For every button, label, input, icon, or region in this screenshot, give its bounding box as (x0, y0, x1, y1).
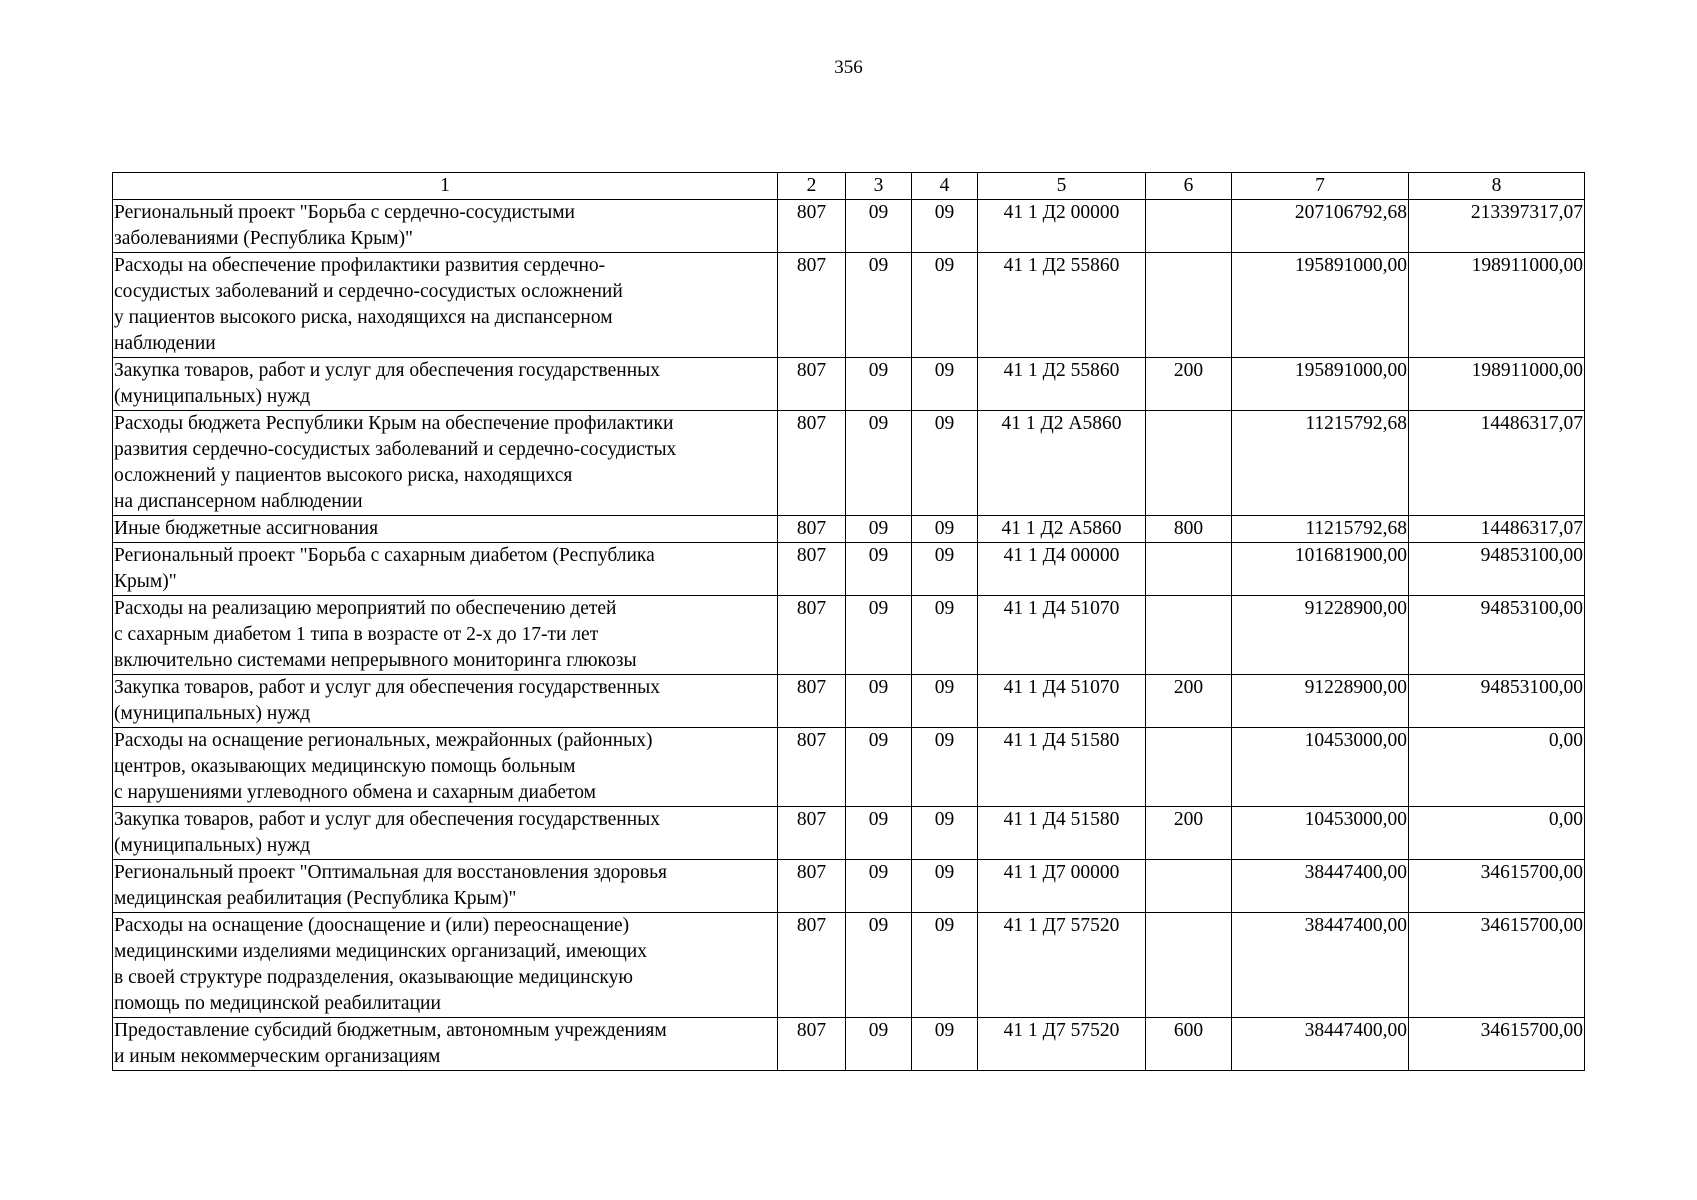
amount-year2-cell: 0,00 (1409, 728, 1585, 807)
ministry-code-cell: 807 (778, 807, 846, 860)
table-row (113, 516, 1585, 543)
item-name-cell: Расходы на оснащение региональных, межрайонных (районных) центров, оказывающих медицинскую помощь больным с нарушениями углеводного обмена и сахарным диабетом (113, 728, 778, 807)
subsection-code-cell: 09 (912, 913, 978, 1018)
expense-type-cell (1146, 728, 1232, 807)
amount-year2-cell: 14486317,07 (1409, 411, 1585, 516)
ministry-code-cell: 807 (778, 411, 846, 516)
ministry-code-cell: 807 (778, 516, 846, 543)
amount-year2-cell: 94853100,00 (1409, 596, 1585, 675)
amount-year1-cell: 101681900,00 (1232, 543, 1409, 596)
amount-year1-cell: 91228900,00 (1232, 596, 1409, 675)
subsection-code-cell: 09 (912, 543, 978, 596)
table-row (113, 728, 1585, 807)
subsection-code-cell: 09 (912, 516, 978, 543)
amount-year1-cell: 207106792,68 (1232, 200, 1409, 253)
page-number: 356 (834, 57, 863, 78)
target-article-cell: 41 1 Д7 57520 (978, 913, 1146, 1018)
section-code-cell: 09 (846, 1018, 912, 1071)
ministry-code-cell: 807 (778, 1018, 846, 1071)
section-code-cell: 09 (846, 807, 912, 860)
table-row (113, 675, 1585, 728)
column-header: 2 (778, 173, 846, 200)
subsection-code-cell: 09 (912, 675, 978, 728)
item-name-cell: Закупка товаров, работ и услуг для обеспечения государственных (муниципальных) нужд (113, 807, 778, 860)
item-name-cell: Региональный проект "Борьба с сахарным диабетом (Республика Крым)" (113, 543, 778, 596)
section-code-cell: 09 (846, 860, 912, 913)
amount-year2-cell: 213397317,07 (1409, 200, 1585, 253)
section-code-cell: 09 (846, 411, 912, 516)
column-header: 6 (1146, 173, 1232, 200)
target-article-cell: 41 1 Д7 57520 (978, 1018, 1146, 1071)
target-article-cell: 41 1 Д4 51070 (978, 596, 1146, 675)
subsection-code-cell: 09 (912, 860, 978, 913)
ministry-code-cell: 807 (778, 913, 846, 1018)
subsection-code-cell: 09 (912, 358, 978, 411)
item-name-cell: Закупка товаров, работ и услуг для обеспечения государственных (муниципальных) нужд (113, 358, 778, 411)
amount-year1-cell: 195891000,00 (1232, 358, 1409, 411)
item-name-cell: Региональный проект "Оптимальная для восстановления здоровья медицинская реабилитация (Республика Крым)" (113, 860, 778, 913)
table-row (113, 543, 1585, 596)
target-article-cell: 41 1 Д4 51580 (978, 728, 1146, 807)
ministry-code-cell: 807 (778, 543, 846, 596)
target-article-cell: 41 1 Д2 А5860 (978, 516, 1146, 543)
header-row (113, 173, 1585, 200)
ministry-code-cell: 807 (778, 200, 846, 253)
target-article-cell: 41 1 Д2 А5860 (978, 411, 1146, 516)
amount-year1-cell: 195891000,00 (1232, 253, 1409, 358)
budget-table (112, 172, 1585, 1071)
column-header: 5 (978, 173, 1146, 200)
table-row (113, 596, 1585, 675)
item-name-cell: Иные бюджетные ассигнования (113, 516, 778, 543)
expense-type-cell (1146, 860, 1232, 913)
item-name-cell: Региональный проект "Борьба с сердечно-сосудистыми заболеваниями (Республика Крым)" (113, 200, 778, 253)
expense-type-cell: 200 (1146, 358, 1232, 411)
section-code-cell: 09 (846, 200, 912, 253)
amount-year2-cell: 198911000,00 (1409, 358, 1585, 411)
expense-type-cell (1146, 913, 1232, 1018)
item-name-cell: Предоставление субсидий бюджетным, автономным учреждениям и иным некоммерческим организациям (113, 1018, 778, 1071)
expense-type-cell (1146, 411, 1232, 516)
target-article-cell: 41 1 Д4 00000 (978, 543, 1146, 596)
ministry-code-cell: 807 (778, 860, 846, 913)
expense-type-cell (1146, 596, 1232, 675)
column-header: 1 (113, 173, 778, 200)
expense-type-cell (1146, 200, 1232, 253)
section-code-cell: 09 (846, 358, 912, 411)
subsection-code-cell: 09 (912, 411, 978, 516)
subsection-code-cell: 09 (912, 728, 978, 807)
amount-year2-cell: 94853100,00 (1409, 675, 1585, 728)
column-header: 3 (846, 173, 912, 200)
target-article-cell: 41 1 Д4 51580 (978, 807, 1146, 860)
item-name-cell: Расходы бюджета Республики Крым на обеспечение профилактики развития сердечно-сосудистых заболеваний и сердечно-сосудистых осложнений у пациентов высокого риска, находящихся на диспансерном наблюдении (113, 411, 778, 516)
section-code-cell: 09 (846, 543, 912, 596)
column-header: 8 (1409, 173, 1585, 200)
subsection-code-cell: 09 (912, 253, 978, 358)
amount-year1-cell: 10453000,00 (1232, 728, 1409, 807)
table-row (113, 1018, 1585, 1071)
item-name-cell: Расходы на обеспечение профилактики развития сердечно- сосудистых заболеваний и сердечно-сосудистых осложнений у пациентов высокого риска, находящихся на диспансерном наблюдении (113, 253, 778, 358)
table-row (113, 913, 1585, 1018)
amount-year1-cell: 38447400,00 (1232, 913, 1409, 1018)
ministry-code-cell: 807 (778, 675, 846, 728)
ministry-code-cell: 807 (778, 596, 846, 675)
subsection-code-cell: 09 (912, 1018, 978, 1071)
section-code-cell: 09 (846, 675, 912, 728)
expense-type-cell (1146, 253, 1232, 358)
amount-year2-cell: 34615700,00 (1409, 860, 1585, 913)
ministry-code-cell: 807 (778, 358, 846, 411)
amount-year2-cell: 34615700,00 (1409, 913, 1585, 1018)
table-row (113, 860, 1585, 913)
expense-type-cell: 200 (1146, 807, 1232, 860)
table-row (113, 807, 1585, 860)
target-article-cell: 41 1 Д2 55860 (978, 253, 1146, 358)
amount-year2-cell: 0,00 (1409, 807, 1585, 860)
target-article-cell: 41 1 Д2 00000 (978, 200, 1146, 253)
expense-type-cell: 200 (1146, 675, 1232, 728)
section-code-cell: 09 (846, 913, 912, 1018)
section-code-cell: 09 (846, 253, 912, 358)
item-name-cell: Закупка товаров, работ и услуг для обеспечения государственных (муниципальных) нужд (113, 675, 778, 728)
amount-year2-cell: 94853100,00 (1409, 543, 1585, 596)
column-header: 7 (1232, 173, 1409, 200)
target-article-cell: 41 1 Д4 51070 (978, 675, 1146, 728)
amount-year2-cell: 14486317,07 (1409, 516, 1585, 543)
ministry-code-cell: 807 (778, 253, 846, 358)
expense-type-cell (1146, 543, 1232, 596)
subsection-code-cell: 09 (912, 596, 978, 675)
section-code-cell: 09 (846, 596, 912, 675)
amount-year1-cell: 38447400,00 (1232, 860, 1409, 913)
section-code-cell: 09 (846, 516, 912, 543)
table-row (113, 253, 1585, 358)
column-header: 4 (912, 173, 978, 200)
table-row (113, 200, 1585, 253)
target-article-cell: 41 1 Д7 00000 (978, 860, 1146, 913)
subsection-code-cell: 09 (912, 807, 978, 860)
section-code-cell: 09 (846, 728, 912, 807)
table-row (113, 358, 1585, 411)
amount-year1-cell: 10453000,00 (1232, 807, 1409, 860)
target-article-cell: 41 1 Д2 55860 (978, 358, 1146, 411)
amount-year2-cell: 198911000,00 (1409, 253, 1585, 358)
expense-type-cell: 800 (1146, 516, 1232, 543)
subsection-code-cell: 09 (912, 200, 978, 253)
item-name-cell: Расходы на оснащение (дооснащение и (или) переоснащение) медицинскими изделиями медицинских организаций, имеющих в своей структуре подразделения, оказывающие медицинскую помощь по медицинской реабилитации (113, 913, 778, 1018)
amount-year1-cell: 38447400,00 (1232, 1018, 1409, 1071)
amount-year1-cell: 11215792,68 (1232, 411, 1409, 516)
amount-year1-cell: 11215792,68 (1232, 516, 1409, 543)
table-row (113, 411, 1585, 516)
ministry-code-cell: 807 (778, 728, 846, 807)
expense-type-cell: 600 (1146, 1018, 1232, 1071)
item-name-cell: Расходы на реализацию мероприятий по обеспечению детей с сахарным диабетом 1 типа в возрасте от 2-х до 17-ти лет включительно системами непрерывного мониторинга глюкозы (113, 596, 778, 675)
amount-year1-cell: 91228900,00 (1232, 675, 1409, 728)
amount-year2-cell: 34615700,00 (1409, 1018, 1585, 1071)
